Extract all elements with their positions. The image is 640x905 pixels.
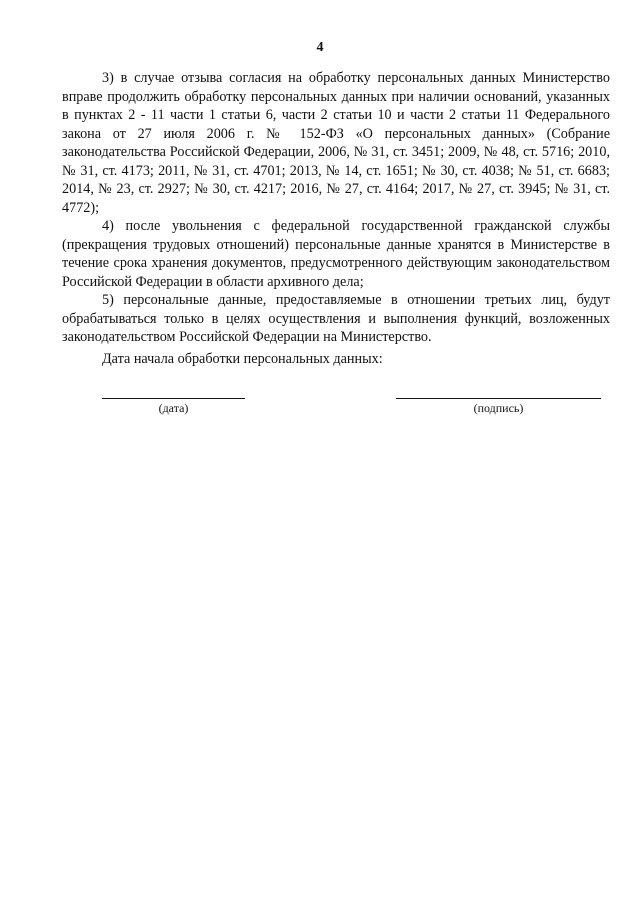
date-field (102, 386, 245, 416)
date-line (102, 386, 245, 399)
paragraph-item-4: 4) после увольнения с федеральной государственной гражданской службы (прекращения трудовых отношений) персональные данные хранятся в Министерстве в течение срока хранения документов, предусмотренного действующим законодательством Российской Федерации в области архивного дела; (62, 218, 610, 290)
paragraph-item-3: 3) в случае отзыва согласия на обработку персональных данных Министерство вправе продолжить обработку персональных данных при наличии оснований, указанных в пунктах 2 - 11 части 1 статьи 6, части 2 статьи 10 и части 2 статьи 11 Федерального закона от 27 июля 2006 г. № 152-ФЗ «О персональных данных» (Собрание законодательства Российской Федерации, 2006, № 31, ст. 3451; 2009, № 48, ст. 5716; 2010, № 31, ст. 4173; 2011, № 31, ст. 4701; 2013, № 14, ст. 1651; № 30, ст. 4038; № 51, ст. 6683; 2014, № 23, ст. 2927; № 30, ст. 4217; 2016, № 27, ст. 4164; 2017, № 27, ст. 3945; № 31, ст. 4772); (62, 70, 610, 216)
signature-line (396, 386, 601, 399)
processing-start-label: Дата начала обработки персональных данных: (102, 351, 383, 367)
paragraph-item-5: 5) персональные данные, предоставляемые в отношении третьих лиц, будут обрабатываться только в целях осуществления и выполнения функций, возложенных законодательством Российской Федерации на Министерство. (62, 292, 610, 345)
page-number: 4 (316, 40, 324, 55)
signature-field (396, 386, 601, 416)
document-body (62, 69, 610, 347)
signature-caption: (подпись) (473, 401, 524, 415)
date-caption: (дата) (158, 401, 189, 415)
